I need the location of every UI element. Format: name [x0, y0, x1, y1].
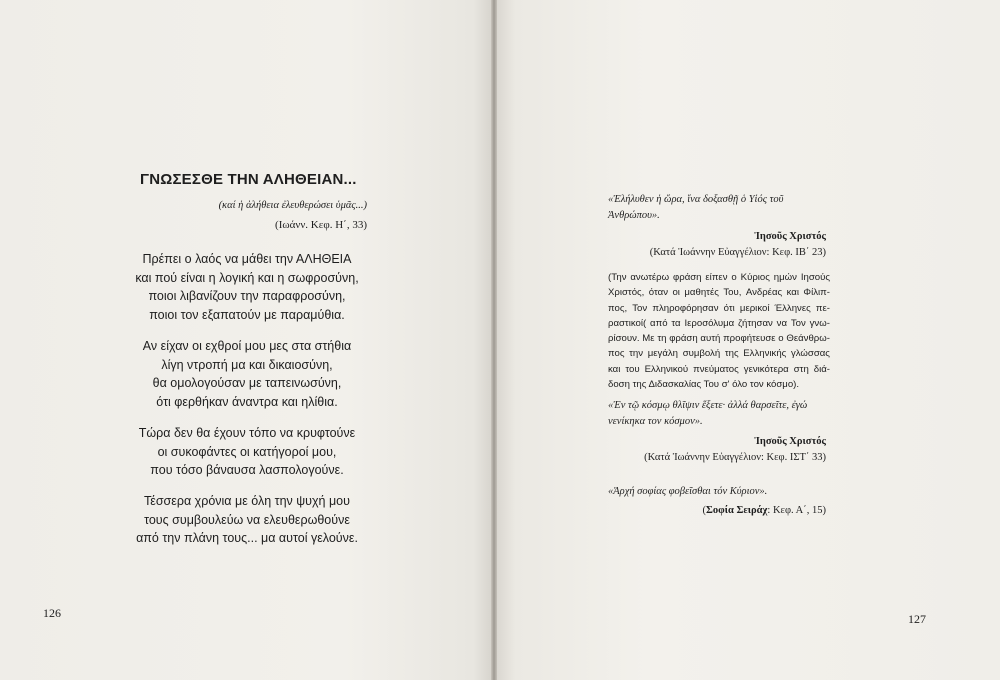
word: Κύριος — [740, 272, 770, 283]
poem-line: ποιοι τον εξαπατούν με παραμύθια. — [149, 307, 345, 322]
word: προφήτευσε — [723, 333, 776, 345]
paragraph-line: δοση της Διδασκαλίας Του σ' όλο τον κόσμο). — [608, 379, 800, 391]
word: Ελληνικού — [644, 363, 689, 375]
signature-open-paren: ( — [702, 505, 707, 516]
word: οι — [672, 287, 680, 299]
word: ραστικοί( — [608, 317, 647, 329]
word: Ελληνικής — [743, 348, 787, 360]
word: τα — [671, 317, 681, 329]
word: πε- — [815, 302, 830, 314]
poem-line: ποιοι λιβανίζουν την παραφροσύνη, — [148, 289, 346, 303]
poem-line: Αν είχαν οι εχθροί μου μες στα στήθια — [142, 339, 352, 353]
word: της — [724, 348, 739, 360]
word: Θεάνθρω- — [786, 333, 830, 345]
poem-line: που τόσο βάναυσα λασπολογούνε. — [150, 463, 344, 477]
poem-line: ότι φερθήκαν άναντρα και ηλίθια. — [156, 394, 338, 409]
page-number-right: 127 — [908, 612, 926, 626]
poem-line: οι συκοφάντες οι κατήγοροί μου, — [157, 444, 337, 459]
poem-line: Πρέπει ο λαός να μάθει την ΑΛΗΘΕΙΑ — [142, 252, 352, 266]
word: γνω- — [809, 317, 830, 329]
word: Χριστός, — [608, 287, 645, 299]
quote-line: «Ἐν τῷ κόσμῳ θλῖψιν ἕξετε· ἀλλά θαρσεῖτε, ἐγώ — [608, 400, 808, 411]
word: (Την — [608, 272, 627, 283]
word: Τον — [632, 302, 648, 314]
word: από — [650, 317, 668, 329]
word: μαθητές — [684, 287, 719, 299]
word: όταν — [648, 287, 668, 299]
word: Τον — [790, 317, 806, 329]
signature-line — [608, 503, 826, 519]
word: του — [625, 363, 640, 375]
word: την — [629, 348, 644, 360]
quote-1 — [608, 192, 826, 223]
word: ανωτέρω — [630, 272, 670, 283]
poem-title: ΓΝΩΣΕΣΘΕ ΤΗΝ ΑΛΗΘΕΙΑΝ... — [140, 171, 357, 188]
signature-name: Ἰησοῦς Χριστός — [754, 231, 826, 242]
stanza-3 — [118, 424, 376, 480]
paragraph-line — [608, 270, 830, 285]
word: και — [786, 287, 799, 299]
paragraph-line — [608, 301, 830, 316]
word: Ανδρέας — [745, 287, 783, 299]
word: ρίσουν. — [608, 333, 640, 345]
word: ότι — [723, 302, 735, 314]
poem-line: τους συμβουλεύω να ελευθερωθούνε — [144, 512, 350, 527]
signature-1 — [608, 229, 826, 260]
quote-2 — [608, 398, 826, 429]
epigraph: (καί ἡ ἀλήθεια ἐλευθερώσει ὑμᾶς...) — [218, 200, 367, 211]
stanza-1 — [118, 250, 376, 324]
poem-line: από την πλάνη τους... μα αυτοί γελούνε. — [136, 531, 358, 545]
word: Έλληνες — [774, 302, 811, 314]
signature-3 — [608, 503, 826, 519]
poem-line: λίγη ντροπή μα και δικαιοσύνη, — [161, 357, 333, 372]
word: μερικοί — [739, 302, 770, 314]
signature-name: Ἰησοῦς Χριστός — [754, 436, 826, 447]
word: φράση — [673, 272, 702, 283]
word: ο — [731, 272, 737, 283]
word: και — [608, 363, 621, 375]
poem-line: Τέσσερα χρόνια με όλη την ψυχή μου — [144, 494, 350, 508]
paragraph-line — [608, 346, 830, 361]
paragraph-line — [608, 285, 830, 300]
paragraph-line — [608, 362, 830, 377]
word: να — [776, 317, 787, 329]
quote-3 — [608, 484, 826, 500]
word: πνεύματος — [693, 363, 739, 375]
word: συμβολή — [682, 348, 721, 360]
signature-reference: (Κατά Ἰωάννην Εὐαγγέλιον: Κεφ. ΙΒ΄ 23) — [649, 246, 826, 258]
word: μεγάλη — [647, 348, 679, 360]
paragraph-line — [608, 331, 830, 346]
word: πος, — [608, 302, 628, 314]
quote-line: νενίκηκα τον κόσμον». — [608, 415, 703, 427]
quote-line: «Ἀρχή σοφίας φοβεῖσθαι τόν Κύριον». — [608, 486, 768, 497]
poem-line: θα ομολογούσαν με ταπεινωσύνη, — [152, 376, 342, 390]
word: φράση — [669, 333, 698, 345]
word: ημών — [773, 272, 797, 283]
word: Ιεροσόλυμα — [684, 317, 735, 329]
stanza-2 — [118, 337, 376, 411]
word: γλώσσας — [790, 348, 830, 360]
word: αυτή — [700, 333, 721, 345]
quote-line: Ἀνθρώπου». — [608, 209, 660, 221]
word: Ιησούς — [800, 272, 830, 283]
word: πληροφόρησαν — [652, 302, 719, 314]
page-number-left: 126 — [43, 606, 61, 620]
quote-line: «Ἐλήλυθεν ἡ ὥρα, ἵνα δοξασθῇ ὁ Υἱός τοῦ — [608, 194, 784, 205]
signature-reference: : Κεφ. Α΄, 15) — [767, 505, 826, 516]
word: Φίλιπ- — [803, 287, 830, 299]
word: ο — [778, 333, 784, 345]
signature-reference: (Κατά Ἰωάννην Εὐαγγέλιον: Κεφ. ΙΣΤ΄ 33) — [644, 451, 826, 463]
word: διά- — [813, 363, 830, 375]
word: Με — [642, 333, 655, 345]
word: Του, — [723, 287, 742, 299]
word: στη — [793, 363, 809, 375]
epigraph-reference: (Ιωάνν. Κεφ. Η΄, 33) — [275, 219, 367, 231]
poem-line: Τώρα δεν θα έχουν τόπο να κρυφτούνε — [138, 426, 356, 440]
word: ζήτησαν — [738, 317, 773, 329]
commentary-paragraph — [608, 270, 830, 392]
signature-name: Σοφία Σειράχ — [706, 505, 768, 516]
word: πος — [608, 348, 625, 360]
book-gutter — [491, 0, 497, 680]
word: είπεν — [705, 272, 728, 283]
left-page — [0, 0, 493, 680]
poem-line: και πού είναι η λογική και η σωφροσύνη, — [135, 270, 359, 285]
word: γενικότερα — [743, 363, 789, 375]
signature-2 — [608, 434, 826, 465]
word: τη — [657, 333, 667, 345]
stanza-4 — [118, 492, 376, 548]
paragraph-line — [608, 316, 830, 331]
